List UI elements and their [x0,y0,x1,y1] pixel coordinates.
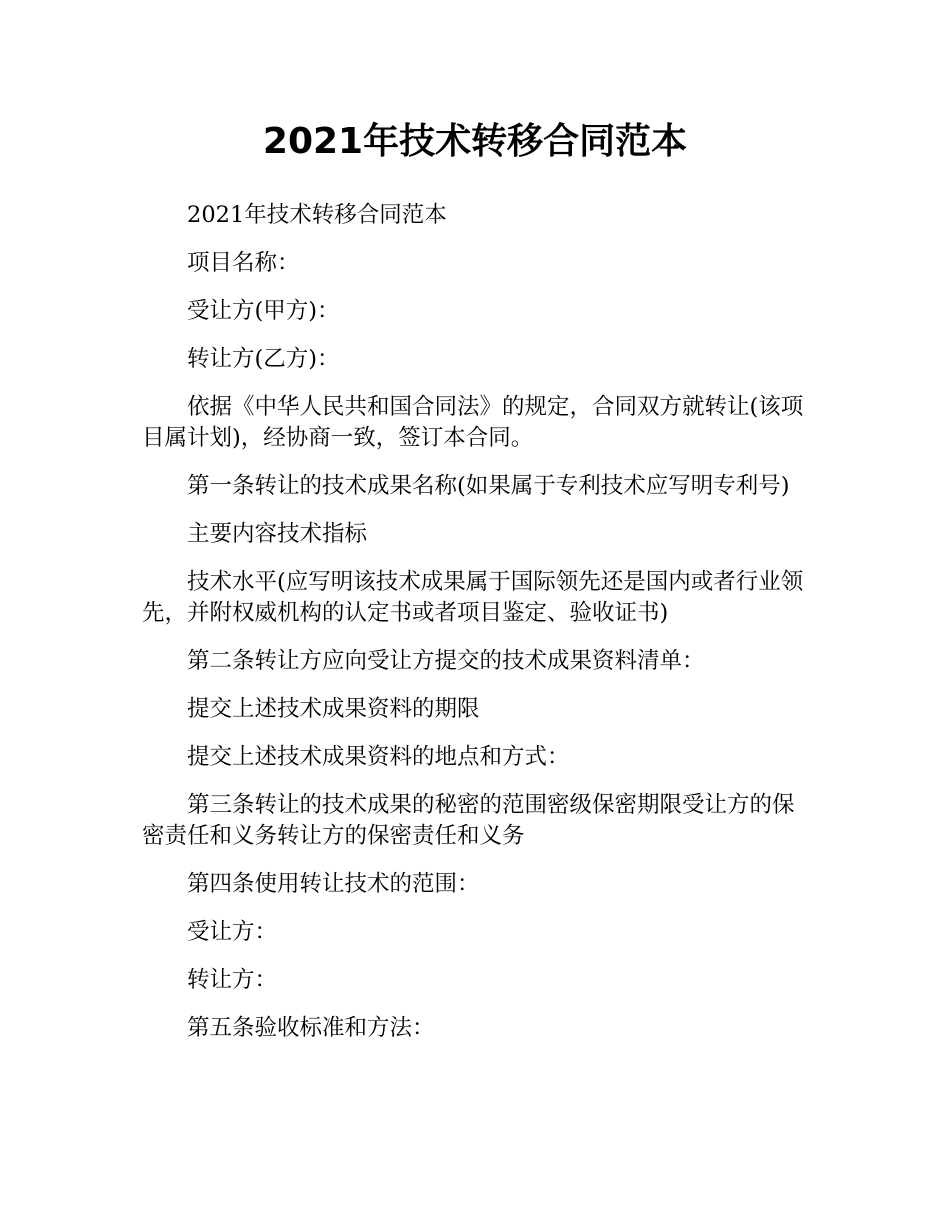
paragraph-transferor-scope: 转让方： [187,967,278,993]
paragraph-article-3: 第三条转让的技术成果的秘密的范围密级保密期限受让方的保密责任和义务转让方的保密责任和义务 [142,792,795,849]
paragraph-article-5: 第五条验收标准和方法： [187,1015,435,1041]
paragraph-submission-place: 提交上述技术成果资料的地点和方式： [187,744,570,770]
paragraph-project-name: 项目名称： [187,250,300,276]
paragraph-technical-level: 技术水平(应写明该技术成果属于国际领先还是国内或者行业领先，并附权威机构的认定书或者项目鉴定、验收证书) [142,569,804,626]
document-body [142,200,808,1061]
paragraph-legal-basis: 依据《中华人民共和国合同法》的规定，合同双方就转让(该项目属计划)，经协商一致，签订本合同。 [142,394,804,451]
paragraph-article-2: 第二条转让方应向受让方提交的技术成果资料清单： [187,648,705,674]
paragraph-transferor: 转让方(乙方)： [187,346,340,372]
paragraph-article-4: 第四条使用转让技术的范围： [187,871,480,897]
paragraph-main-content: 主要内容技术指标 [187,521,368,547]
paragraph-transferee: 受让方(甲方)： [187,298,340,324]
paragraph-submission-deadline: 提交上述技术成果资料的期限 [187,696,480,722]
paragraph-heading-repeat: 2021年技术转移合同范本 [187,202,447,228]
paragraph-article-1: 第一条转让的技术成果名称(如果属于专利技术应写明专利号) [187,473,790,499]
paragraph-transferee-scope: 受让方： [187,919,278,945]
document-title: 2021年技术转移合同范本 [262,121,688,162]
